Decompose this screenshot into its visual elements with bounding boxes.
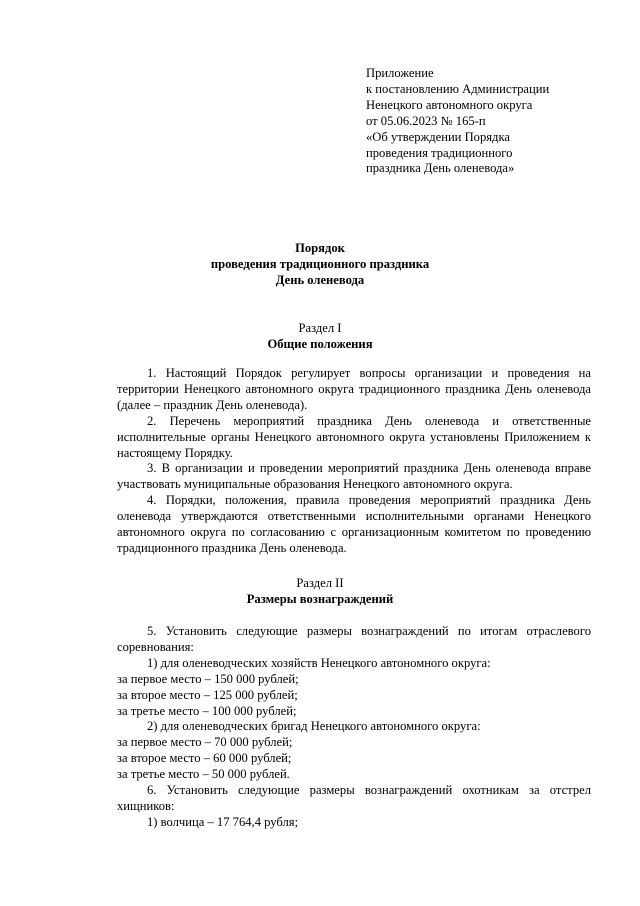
paragraph-1: 1. Настоящий Порядок регулирует вопросы организации и проведения на территории Ненецкого автономного округа традиционного праздника День оленевода (далее – праздник День оленевода). bbox=[117, 366, 591, 412]
section-1-heading bbox=[0, 320, 640, 353]
section-2-body bbox=[117, 624, 591, 831]
subitem-2: 2) для оленеводческих бригад Ненецкого автономного округа: bbox=[147, 719, 481, 734]
paragraph-3: 3. В организации и проведении мероприятий праздника День оленевода вправе участвовать муниципальные образования Ненецкого автономного округа. bbox=[117, 461, 591, 492]
award-line: за третье место – 100 000 рублей; bbox=[117, 703, 297, 718]
award-line: за третье место – 50 000 рублей. bbox=[117, 767, 290, 782]
award-line: за второе место – 60 000 рублей; bbox=[117, 751, 292, 766]
award-line: за первое место – 150 000 рублей; bbox=[117, 671, 299, 686]
document-title bbox=[0, 241, 640, 289]
paragraph-6: 6. Установить следующие размеры вознаграждений охотникам за отстрел хищников: bbox=[117, 783, 591, 813]
appendix-line: Приложение bbox=[366, 66, 434, 80]
title-line: Порядок bbox=[295, 241, 345, 255]
subitem-1: 1) для оленеводческих хозяйств Ненецкого автономного округа: bbox=[147, 655, 491, 670]
appendix-line: от 05.06.2023 № 165-п bbox=[366, 113, 486, 128]
section-2-name: Размеры вознаграждений bbox=[246, 592, 394, 607]
appendix-line: праздника День оленевода» bbox=[366, 161, 515, 176]
appendix-block bbox=[366, 66, 626, 177]
section-1-name: Общие положения bbox=[267, 337, 373, 352]
appendix-line: к постановлению Администрации bbox=[366, 81, 550, 96]
appendix-line: проведения традиционного bbox=[366, 145, 513, 160]
paragraph-4: 4. Порядки, положения, правила проведения мероприятий праздника День оленевода утверждаются ответственными исполнительными органами Ненецкого автономного округа по согласованию с организационным комитетом по проведению традиционного праздника День оленевода. bbox=[117, 493, 591, 555]
appendix-line: «Об утверждении Порядка bbox=[366, 129, 510, 144]
section-2-number: Раздел II bbox=[296, 576, 344, 590]
title-line: День оленевода bbox=[275, 272, 365, 287]
paragraph-2: 2. Перечень мероприятий праздника День оленевода и ответственные исполнительные органы Ненецкого автономного округа установлены Приложением к настоящему Порядку. bbox=[117, 413, 591, 460]
paragraph-6-subitem-1: 1) волчица – 17 764,4 рубля; bbox=[147, 814, 299, 829]
appendix-line: Ненецкого автономного округа bbox=[366, 97, 533, 112]
section-2-heading bbox=[0, 575, 640, 608]
title-line: проведения традиционного праздника bbox=[210, 256, 430, 271]
award-line: за первое место – 70 000 рублей; bbox=[117, 735, 293, 750]
award-line: за второе место – 125 000 рублей; bbox=[117, 687, 298, 702]
section-1-body bbox=[117, 366, 591, 557]
section-1-number: Раздел I bbox=[298, 321, 342, 335]
paragraph-5: 5. Установить следующие размеры вознаграждений по итогам отраслевого соревнования: bbox=[117, 624, 591, 654]
